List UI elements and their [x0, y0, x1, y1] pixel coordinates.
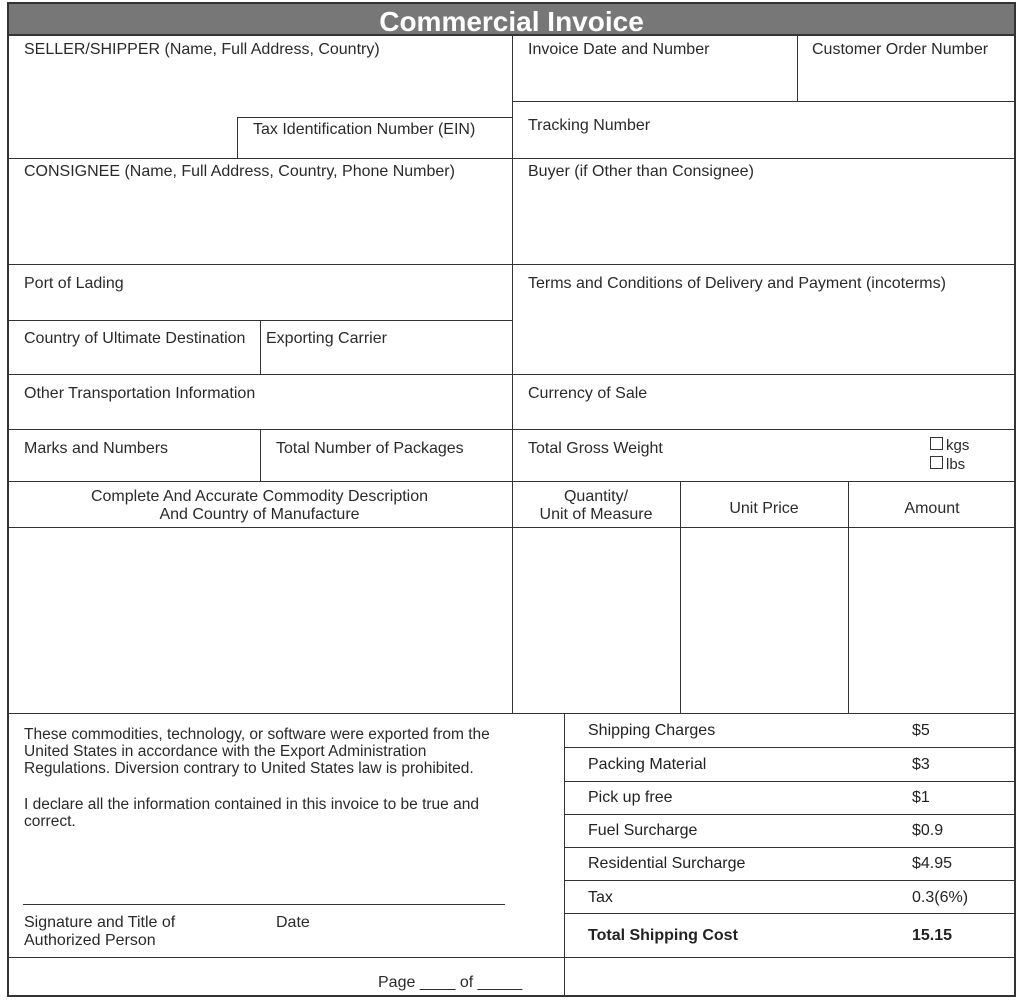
page-number-label: Page ____ of _____ [378, 974, 523, 991]
lbs-label: lbs [946, 456, 966, 473]
divider [564, 880, 1016, 881]
divider [7, 713, 1016, 714]
cost-label-packing: Packing Material [588, 756, 707, 773]
divider [237, 117, 238, 158]
currency-label: Currency of Sale [528, 385, 648, 402]
terms-label: Terms and Conditions of Delivery and Payment (incoterms) [528, 275, 946, 292]
country-destination-label: Country of Ultimate Destination [24, 330, 246, 347]
cost-label-pickup: Pick up free [588, 789, 673, 806]
signature-line [23, 904, 505, 905]
customer-order-label: Customer Order Number [812, 41, 989, 58]
cost-label-tax: Tax [588, 889, 613, 906]
buyer-label: Buyer (if Other than Consignee) [528, 163, 754, 180]
cost-value-pickup: $1 [912, 789, 930, 806]
signature-label-line1: Signature and Title of [24, 914, 176, 931]
divider [260, 429, 261, 481]
signature-label [24, 914, 175, 950]
cost-label-shipping: Shipping Charges [588, 722, 716, 739]
description-header-line1: Complete And Accurate Commodity Description [90, 488, 429, 505]
divider [512, 101, 1016, 102]
divider [260, 320, 261, 374]
divider [564, 814, 1016, 815]
seller-label: SELLER/SHIPPER (Name, Full Address, Country) [24, 41, 380, 58]
tracking-label: Tracking Number [528, 117, 651, 134]
declare-statement: I declare all the information contained in this invoice to be true and correct. [24, 796, 479, 830]
date-label: Date [276, 914, 310, 931]
divider [564, 713, 565, 997]
form-title: Commercial Invoice [7, 2, 1016, 36]
cost-label-residential: Residential Surcharge [588, 855, 746, 872]
quantity-header-line2: Unit of Measure [539, 506, 653, 523]
divider [237, 117, 512, 118]
quantity-header-line1: Quantity/ [563, 488, 629, 505]
cost-value-residential: $4.95 [912, 855, 953, 872]
tax-id-label: Tax Identification Number (EIN) [253, 121, 476, 138]
other-transport-label: Other Transportation Information [24, 385, 256, 402]
consignee-label: CONSIGNEE (Name, Full Address, Country, Phone Number) [24, 163, 455, 180]
description-header-line2: And Country of Manufacture [159, 506, 360, 523]
marks-label: Marks and Numbers [24, 440, 169, 457]
cost-value-shipping: $5 [912, 722, 930, 739]
total-shipping-label: Total Shipping Cost [588, 927, 738, 944]
signature-label-line2: Authorized Person [24, 932, 156, 949]
exporting-carrier-label: Exporting Carrier [266, 330, 387, 347]
export-statement: These commodities, technology, or software were exported from the United States in accordance with the Export Administration Regulations. Diversion contrary to United States law is prohibited. [24, 726, 490, 777]
port-lading-label: Port of Lading [24, 275, 124, 292]
divider [564, 913, 1016, 914]
gross-weight-label: Total Gross Weight [528, 440, 663, 457]
divider [564, 781, 1016, 782]
cost-value-tax: 0.3(6%) [912, 889, 969, 906]
amount-header: Amount [904, 500, 960, 517]
cost-label-fuel: Fuel Surcharge [588, 822, 698, 839]
total-shipping-value: 15.15 [912, 927, 953, 944]
lbs-checkbox[interactable] [930, 456, 943, 469]
divider [564, 747, 1016, 748]
kgs-checkbox[interactable] [930, 437, 943, 450]
unit-price-header: Unit Price [729, 500, 799, 517]
cost-value-fuel: $0.9 [912, 822, 944, 839]
divider [512, 36, 513, 713]
quantity-header [512, 488, 680, 524]
invoice-date-label: Invoice Date and Number [528, 41, 710, 58]
total-packages-label: Total Number of Packages [276, 440, 464, 457]
divider [797, 36, 798, 101]
divider [564, 847, 1016, 848]
kgs-label: kgs [946, 437, 970, 454]
cost-value-packing: $3 [912, 756, 930, 773]
divider [7, 957, 1016, 958]
description-header [7, 488, 512, 524]
